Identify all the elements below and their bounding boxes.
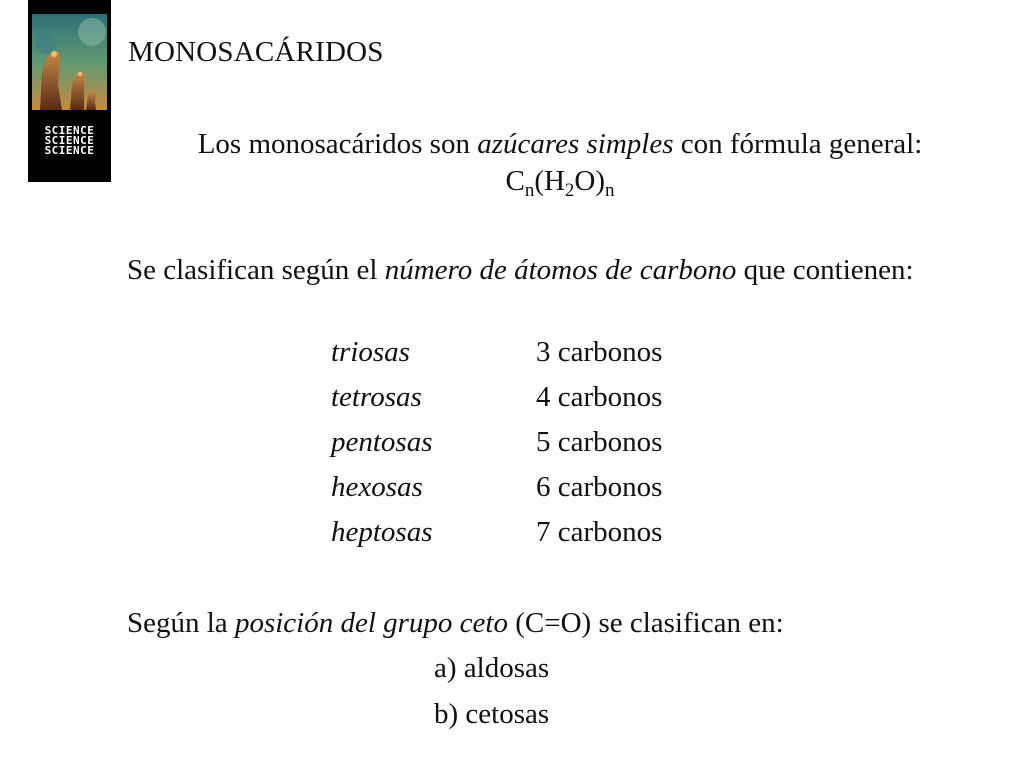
group-text-after: (C=O) se clasifican en: [507, 607, 784, 639]
intro-emphasis: azúcares simples [477, 128, 674, 160]
intro-sentence [120, 127, 1000, 161]
brand-line: SCIENCE [44, 134, 95, 147]
formula-sub-n: n [524, 180, 535, 201]
carbon-count: 3 carbonos [536, 336, 663, 368]
group-classification-list [434, 651, 549, 743]
carbon-text-before: Se clasifican según el [127, 254, 385, 286]
sugar-type: triosas [331, 336, 410, 368]
brand-line: SCIENCE [44, 144, 95, 157]
nebula-image [32, 14, 107, 110]
list-item [331, 335, 731, 380]
carbon-classification-list [331, 335, 731, 560]
intro-text-after: con fórmula general: [673, 128, 923, 160]
group-emphasis: posición del grupo ceto [234, 607, 508, 639]
carbon-count: 5 carbonos [536, 426, 663, 458]
intro-text-before: Los monosacáridos son [197, 128, 478, 160]
sugar-type: pentosas [331, 426, 433, 458]
formula-c: C [505, 165, 525, 197]
carbon-emphasis: número de átomos de carbono [384, 254, 737, 286]
slide-title: MONOSACÁRIDOS [128, 36, 384, 68]
list-item [331, 515, 731, 560]
formula-sub-n: n [605, 180, 615, 201]
group-text-before: Según la [127, 607, 235, 639]
sugar-type: hexosas [331, 471, 423, 503]
carbon-count: 7 carbonos [536, 516, 663, 548]
formula-sub-2: 2 [564, 180, 575, 201]
list-item [331, 380, 731, 425]
carbon-count: 4 carbonos [536, 381, 663, 413]
list-item [331, 470, 731, 515]
general-formula [120, 164, 1000, 201]
brand-line: SCIENCE [44, 124, 95, 137]
carbon-count: 6 carbonos [536, 471, 663, 503]
list-item [331, 425, 731, 470]
list-item: b) cetosas [434, 698, 550, 730]
sugar-type: tetrosas [331, 381, 422, 413]
carbon-classification-text [127, 253, 927, 287]
list-item: a) aldosas [434, 652, 550, 684]
formula-open: (H [534, 165, 565, 197]
brand-wordmark [28, 126, 111, 156]
formula-close: O) [574, 165, 606, 197]
group-classification-text [127, 606, 784, 640]
sugar-type: heptosas [331, 516, 433, 548]
science-logo [28, 0, 111, 182]
carbon-text-after: que contienen: [736, 254, 914, 286]
